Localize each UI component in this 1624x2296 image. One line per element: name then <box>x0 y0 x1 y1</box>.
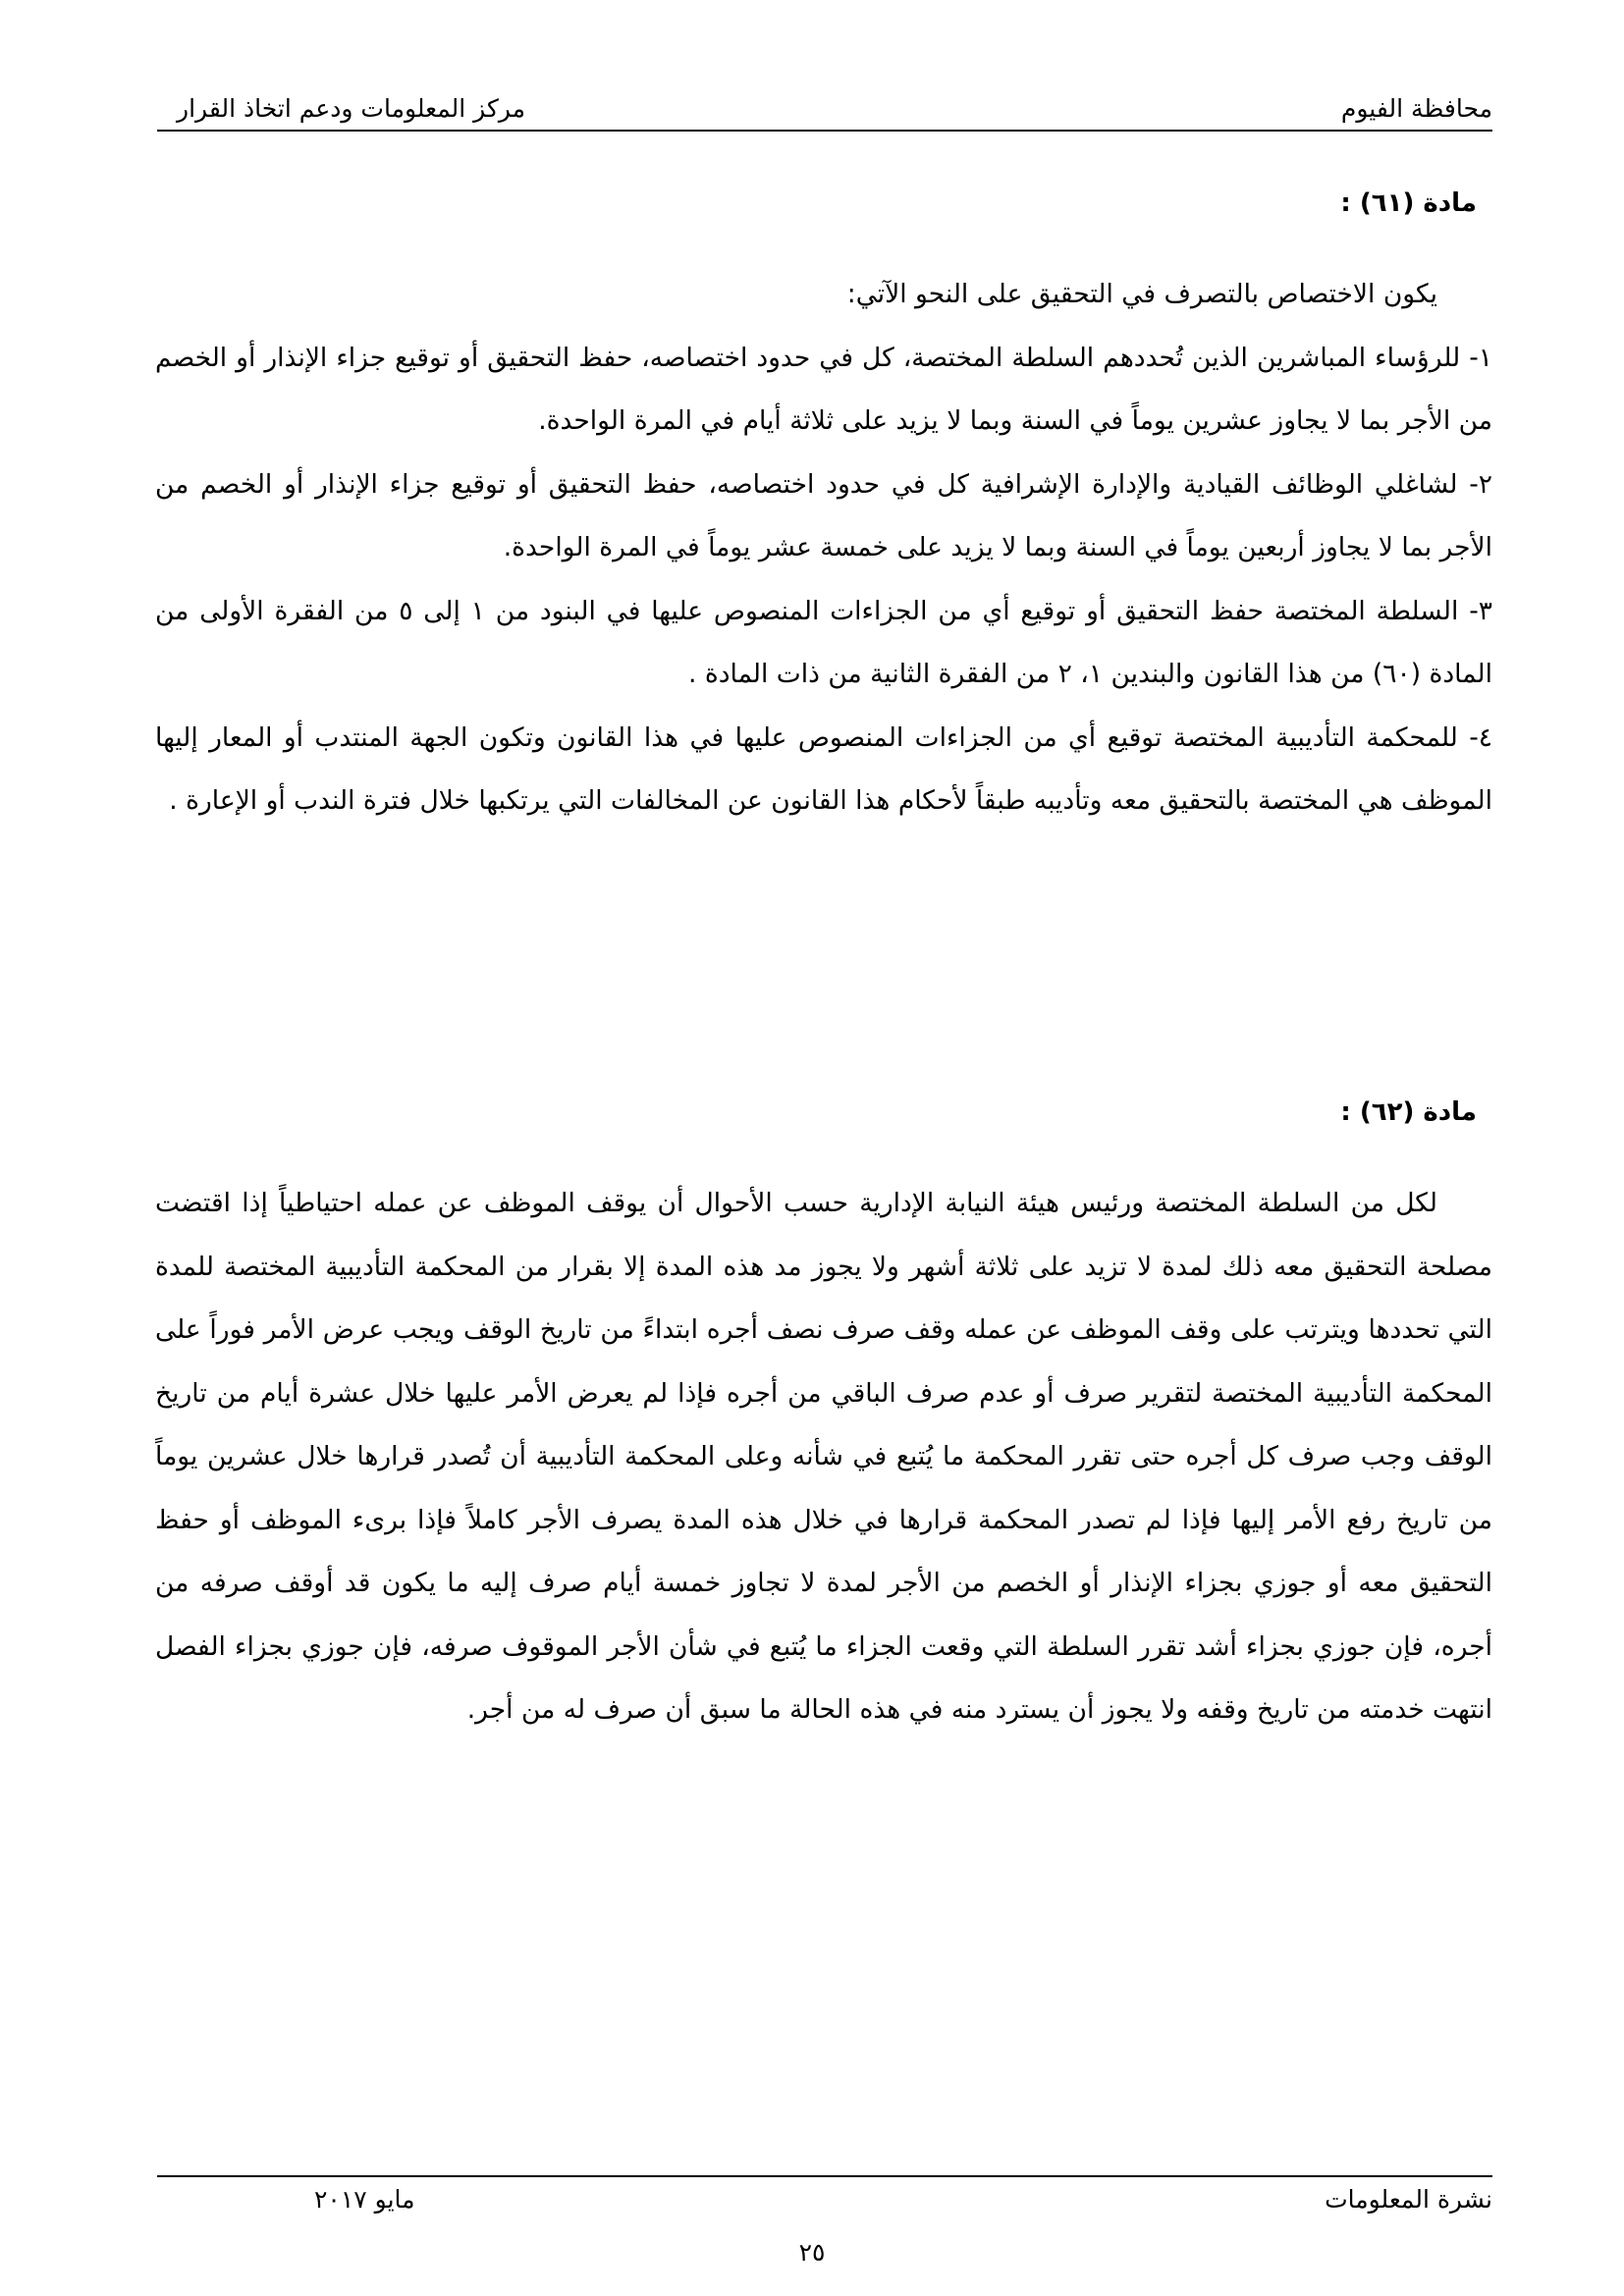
page-number: ٢٥ <box>798 2238 826 2267</box>
header-center: مركز المعلومات ودعم اتخاذ القرار <box>177 94 526 123</box>
article-62-heading: مادة (٦٢) : <box>1340 1097 1477 1127</box>
article-61-intro: يكون الاختصاص بالتصرف في التحقيق على النحو الآتي: <box>846 279 1437 309</box>
page-header <box>157 90 1492 132</box>
page-footer <box>157 2175 1492 2216</box>
header-governorate: محافظة الفيوم <box>1340 94 1492 123</box>
article-61-item-3: ٣- السلطة المختصة حفظ التحقيق أو توقيع أي من الجزاءات المنصوص عليها في البنود من ١ إلى ٥ من الفقرة الأولى من المادة (٦٠) من هذا القانون والبندين ١، ٢ من الفقرة الثانية من ذات المادة . <box>155 595 1492 689</box>
article-62-body <box>155 1172 1492 1742</box>
footer-date: مايو ٢٠١٧ <box>314 2185 415 2214</box>
article-62-paragraph: لكل من السلطة المختصة ورئيس هيئة النيابة الإدارية حسب الأحوال أن يوقف الموظف عن عمله احتياطياً إذا اقتضت مصلحة التحقيق معه ذلك لمدة لا تزيد على ثلاثة أشهر ولا يجوز مد هذه المدة إلا بقرار من المحكمة التأديبية المختصة للمدة التي تحددها ويترتب على وقف الموظف عن عمله وقف صرف نصف أجره ابتداءً من تاريخ الوقف ويجب عرض الأمر فوراً على المحكمة التأديبية المختصة لتقرير صرف أو عدم صرف الباقي من أجره فإذا لم يعرض الأمر عليها خلال عشرة أيام من تاريخ الوقف وجب صرف كل أجره حتى تقرر المحكمة ما يُتبع في شأنه وعلى المحكمة التأديبية أن تُصدر قرارها خلال عشرين يوماً من تاريخ رفع الأمر إليها فإذا لم تصدر المحكمة قرارها في خلال هذه المدة يصرف الأجر كاملاً فإذا برىء الموظف أو حفظ التحقيق معه أو جوزي بجزاء الإنذار أو الخصم من الأجر لمدة لا تجاوز خمسة أيام صرف إليه ما يكون قد أوقف صرفه من أجره، فإن جوزي بجزاء أشد تقرر السلطة التي وقعت الجزاء ما يُتبع في شأن الأجر الموقوف صرفه، فإن جوزي بجزاء الفصل انتهت خدمته من تاريخ وقفه ولا يجوز أن يسترد منه في هذه الحالة ما سبق أن صرف له من أجر. <box>155 1188 1492 1725</box>
article-61-body <box>155 263 1492 833</box>
article-61-item-2: ٢- لشاغلي الوظائف القيادية والإدارة الإشرافية كل في حدود اختصاصه، حفظ التحقيق أو توقيع جزاء الإنذار أو الخصم من الأجر بما لا يجاوز أربعين يوماً في السنة وبما لا يزيد على خمسة عشر يوماً في المرة الواحدة. <box>155 468 1492 562</box>
article-61-heading: مادة (٦١) : <box>1340 188 1477 218</box>
article-61-item-1: ١- للرؤساء المباشرين الذين تُحددهم السلطة المختصة، كل في حدود اختصاصه، حفظ التحقيق أو توقيع جزاء الإنذار أو الخصم من الأجر بما لا يجاوز عشرين يوماً في السنة وبما لا يزيد على ثلاثة أيام في المرة الواحدة. <box>155 342 1492 436</box>
footer-publication: نشرة المعلومات <box>1325 2185 1492 2214</box>
article-61-item-4: ٤- للمحكمة التأديبية المختصة توقيع أي من الجزاءات المنصوص عليها في هذا القانون وتكون الجهة المنتدب أو المعار إليها الموظف هي المختصة بالتحقيق معه وتأديبه طبقاً لأحكام هذا القانون عن المخالفات التي يرتكبها خلال فترة الندب أو الإعارة . <box>155 721 1492 816</box>
